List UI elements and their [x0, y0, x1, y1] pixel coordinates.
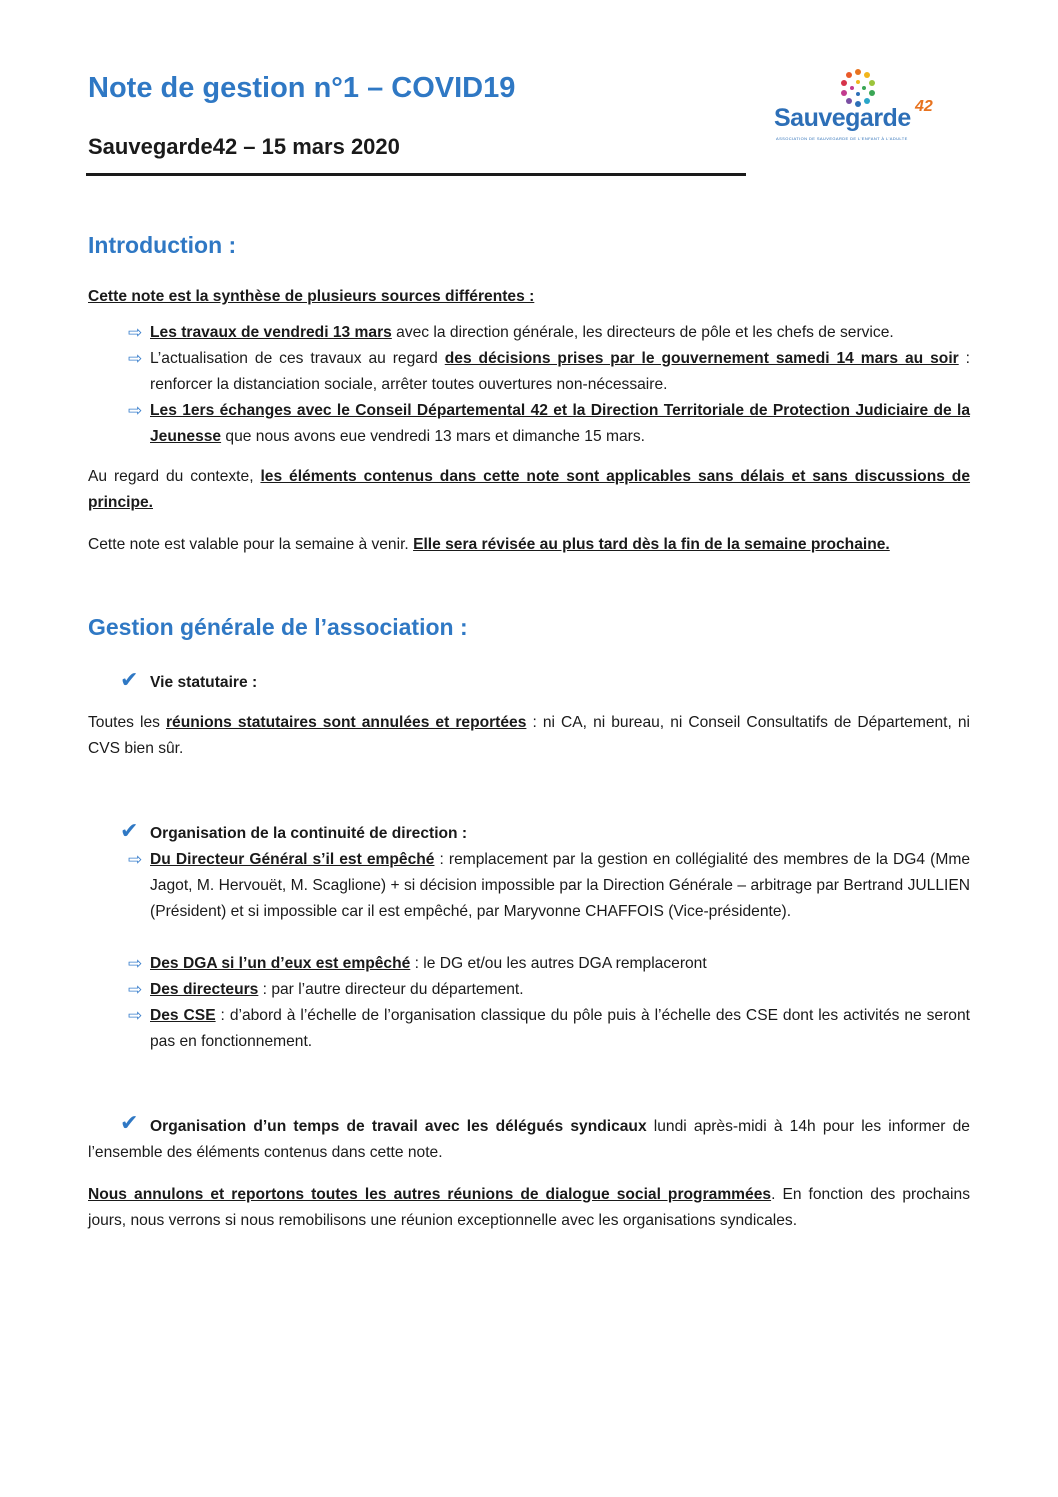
- intro-bullet-1-emphasis: Les travaux de vendredi 13 mars: [150, 324, 392, 341]
- intro-bullet-2: [150, 346, 970, 398]
- arrow-right-icon: ⇨: [128, 401, 143, 420]
- intro-bullet-2-emphasis: des décisions prises par le gouvernement samedi 14 mars au soir: [444, 350, 959, 367]
- intro-lead: [88, 284, 970, 310]
- continuite-item-1-emphasis: Du Directeur Général s’il est empêché: [150, 851, 435, 868]
- intro-context-emphasis: les éléments contenus dans cette note sont applicables sans délais et sans discussions de principe.: [88, 468, 971, 511]
- continuite-item-3-text: : par l’autre directeur du département.: [258, 981, 524, 998]
- continuite-item-4: [150, 1003, 970, 1055]
- intro-context: [88, 464, 970, 516]
- logo-number: 42: [915, 98, 933, 115]
- vie-statutaire-label: Vie statutaire :: [150, 674, 258, 691]
- title-divider: [86, 173, 746, 176]
- annulation-text: [88, 1182, 970, 1234]
- vie-statutaire-title: [150, 670, 850, 696]
- temps-travail-emphasis: Organisation d’un temps de travail avec les délégués syndicaux: [150, 1118, 647, 1135]
- continuite-item-3-emphasis: Des directeurs: [150, 981, 259, 998]
- intro-bullet-3-emphasis: Les 1ers échanges avec le Conseil Départemental 42 et la Direction Territoriale de Protection Judiciaire de la Jeunesse: [150, 402, 970, 445]
- intro-lead-text: Cette note est la synthèse de plusieurs sources différentes :: [88, 288, 535, 305]
- vie-statutaire-lead: Toutes les: [88, 714, 166, 731]
- arrow-right-icon: ⇨: [128, 1006, 143, 1025]
- arrow-right-icon: ⇨: [128, 980, 143, 999]
- logo-wordmark: Sauvegarde: [774, 104, 911, 132]
- vie-statutaire-text: [88, 710, 970, 762]
- continuite-item-2-emphasis: Des DGA si l’un d’eux est empêché: [150, 955, 411, 972]
- annulation-emphasis: Nous annulons et reportons toutes les autres réunions de dialogue social programmées: [88, 1186, 772, 1203]
- continuite-item-1: [150, 847, 970, 925]
- arrow-right-icon: ⇨: [128, 323, 143, 342]
- vie-statutaire-rest: : ni CA, ni bureau, ni Conseil Consultatifs de Département, ni CVS bien sûr.: [88, 714, 971, 757]
- arrow-right-icon: ⇨: [128, 850, 143, 869]
- continuite-item-4-text: : d’abord à l’échelle de l’organisation classique du pôle puis à l’échelle des CSE dont les activités ne seront pas en fonctionnement.: [150, 1007, 970, 1050]
- continuite-item-2-text: : le DG et/ou les autres DGA remplaceront: [410, 955, 707, 972]
- logo-tagline: ASSOCIATION DE SAUVEGARDE DE L'ENFANT À L'ADULTE: [776, 136, 908, 141]
- intro-validity-lead: Cette note est valable pour la semaine à venir.: [88, 536, 414, 553]
- continuite-item-2: [150, 951, 970, 977]
- intro-validity: [88, 532, 970, 558]
- sauvegarde42-logo: [770, 68, 960, 148]
- temps-travail-text: [88, 1114, 970, 1166]
- checkmark-icon: ✔: [120, 1110, 139, 1135]
- continuite-label: Organisation de la continuité de direction :: [150, 825, 468, 842]
- section-heading-gestion: Gestion générale de l’association :: [88, 614, 468, 640]
- intro-context-lead: Au regard du contexte,: [88, 468, 261, 485]
- section-heading-introduction: Introduction :: [88, 232, 237, 258]
- arrow-right-icon: ⇨: [128, 954, 143, 973]
- checkmark-icon: ✔: [120, 667, 139, 692]
- intro-bullet-3-text: que nous avons eue vendredi 13 mars et dimanche 15 mars.: [221, 428, 645, 445]
- intro-bullet-3: [150, 398, 970, 450]
- intro-validity-emphasis: Elle sera révisée au plus tard dès la fin de la semaine prochaine.: [413, 536, 890, 553]
- intro-bullet-2-lead: L’actualisation de ces travaux au regard: [150, 350, 445, 367]
- intro-bullet-1: [150, 320, 970, 346]
- checkmark-icon: ✔: [120, 818, 139, 843]
- annulation-rest: . En fonction des prochains jours, nous verrons si nous remobilisons une réunion exceptionnelle avec les organisations syndicales.: [88, 1186, 970, 1229]
- continuite-item-3: [150, 977, 970, 1003]
- continuite-item-4-emphasis: Des CSE: [150, 1007, 216, 1024]
- continuite-item-1-text: : remplacement par la gestion en collégialité des membres de la DG4 (Mme Jagot, M. Hervouët, M. Scaglione) + si décision impossible par la Direction Générale – arbitrage par Bertrand JULLIEN (Président) et si impossible car il est empêché, par Maryvonne CHAFFOIS (Vice-présidente).: [150, 851, 971, 920]
- intro-bullet-2-text: : renforcer la distanciation sociale, arrêter toutes ouvertures non-nécessaire.: [150, 350, 970, 393]
- arrow-right-icon: ⇨: [128, 349, 143, 368]
- page-subtitle: Sauvegarde42 – 15 mars 2020: [88, 134, 400, 159]
- intro-bullet-1-text: avec la direction générale, les directeurs de pôle et les chefs de service.: [391, 324, 894, 341]
- logo-dots-icon: [838, 68, 878, 108]
- page-title: Note de gestion n°1 – COVID19: [88, 72, 516, 104]
- continuite-title: [150, 821, 850, 847]
- temps-travail-rest: lundi après-midi à 14h pour les informer de l’ensemble des éléments contenus dans cette note.: [88, 1118, 970, 1161]
- vie-statutaire-emphasis: réunions statutaires sont annulées et reportées: [165, 714, 527, 731]
